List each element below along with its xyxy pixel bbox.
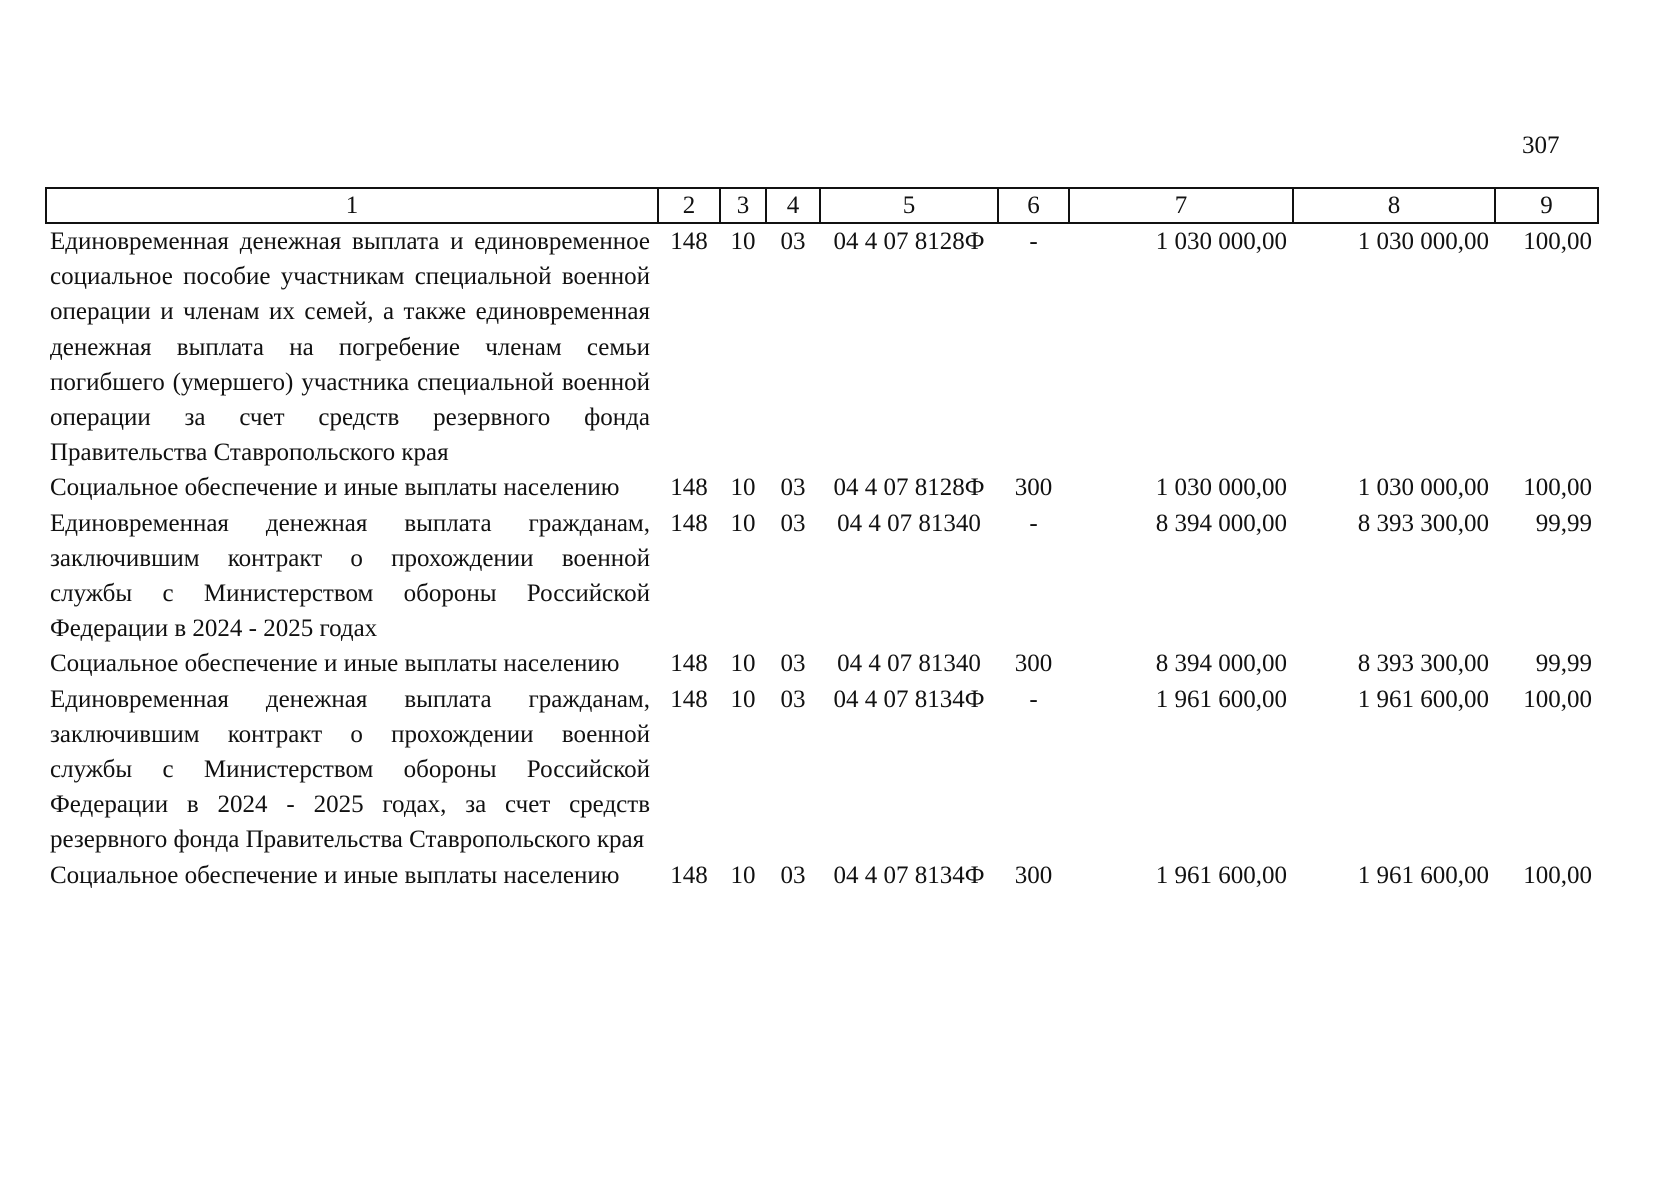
column-header: 2 (658, 188, 720, 223)
column-header: 3 (720, 188, 766, 223)
row-name: Единовременная денежная выплата гражданам, заключившим контракт о прохождении военной службы с Министерством обороны Российской Федерации в 2024 - 2025 годах, за счет средств резервного фонда Правительства Ставропольского края (50, 685, 650, 854)
cell-target-article: 04 4 07 8128Ф (833, 474, 985, 502)
column-header: 8 (1293, 188, 1495, 223)
budget-table (45, 187, 1599, 893)
cell-ministry-code: 148 (670, 474, 708, 502)
cell-section: 10 (730, 474, 756, 502)
cell-executed-amount: 1 961 600,00 (1357, 861, 1489, 889)
cell-target-article: 04 4 07 8134Ф (833, 685, 985, 713)
cell-subsection: 03 (780, 650, 806, 678)
cell-ministry-code: 148 (670, 685, 708, 713)
cell-planned-amount: 1 030 000,00 (1155, 474, 1287, 502)
cell-execution-percent: 99,99 (1535, 509, 1592, 537)
cell-execution-percent: 100,00 (1523, 861, 1592, 889)
cell-target-article: 04 4 07 8128Ф (833, 228, 985, 255)
cell-planned-amount: 8 394 000,00 (1155, 509, 1287, 537)
table-row (46, 858, 1598, 893)
cell-planned-amount: 1 961 600,00 (1155, 861, 1287, 889)
cell-section: 10 (730, 861, 756, 889)
cell-ministry-code: 148 (670, 861, 708, 889)
cell-execution-percent: 99,99 (1535, 650, 1592, 678)
cell-ministry-code: 148 (670, 650, 708, 678)
cell-expense-type: - (1029, 228, 1038, 255)
cell-executed-amount: 8 393 300,00 (1357, 650, 1489, 678)
table-row (46, 223, 1598, 470)
cell-executed-amount: 8 393 300,00 (1357, 509, 1489, 537)
row-name: Социальное обеспечение и иные выплаты населению (50, 650, 620, 678)
cell-expense-type: 300 (1014, 474, 1053, 502)
column-header: 6 (998, 188, 1069, 223)
cell-section: 10 (730, 650, 756, 678)
cell-execution-percent: 100,00 (1523, 685, 1592, 713)
cell-planned-amount: 1 961 600,00 (1155, 685, 1287, 713)
column-header: 9 (1495, 188, 1598, 223)
header-row (46, 188, 1598, 223)
cell-target-article: 04 4 07 8134Ф (833, 861, 985, 889)
cell-subsection: 03 (780, 861, 806, 889)
cell-execution-percent: 100,00 (1523, 474, 1592, 502)
column-header: 4 (766, 188, 820, 223)
cell-section: 10 (730, 509, 756, 537)
cell-expense-type: - (1029, 685, 1038, 713)
column-header: 7 (1069, 188, 1293, 223)
cell-target-article: 04 4 07 81340 (837, 509, 981, 537)
cell-subsection: 03 (780, 509, 806, 537)
cell-subsection: 03 (780, 228, 806, 255)
table-row (46, 682, 1598, 858)
table-row (46, 646, 1598, 681)
column-header: 5 (820, 188, 998, 223)
page-number: 307 (1522, 132, 1560, 159)
row-name: Единовременная денежная выплата и единовременное социальное пособие участникам специальной военной операции и членам их семей, а также единовременная денежная выплата на погребение членам семьи погибшего (умершего) участника специальной военной операции за счет средств резервного фонда Правительства Ставропольского края (50, 228, 650, 467)
cell-ministry-code: 148 (670, 228, 708, 255)
cell-subsection: 03 (780, 685, 806, 713)
cell-executed-amount: 1 030 000,00 (1357, 228, 1489, 255)
row-name: Единовременная денежная выплата гражданам, заключившим контракт о прохождении военной службы с Министерством обороны Российской Федерации в 2024 - 2025 годах (50, 509, 650, 643)
cell-subsection: 03 (780, 474, 806, 502)
row-name: Социальное обеспечение и иные выплаты населению (50, 474, 620, 502)
table-row (46, 506, 1598, 647)
cell-section: 10 (730, 228, 756, 255)
cell-target-article: 04 4 07 81340 (837, 650, 981, 678)
cell-section: 10 (730, 685, 756, 713)
cell-executed-amount: 1 030 000,00 (1357, 474, 1489, 502)
cell-expense-type: 300 (1014, 650, 1053, 678)
row-name: Социальное обеспечение и иные выплаты населению (50, 861, 620, 889)
column-header: 1 (46, 188, 658, 223)
cell-planned-amount: 1 030 000,00 (1155, 228, 1287, 255)
cell-ministry-code: 148 (670, 509, 708, 537)
cell-expense-type: - (1029, 509, 1038, 537)
cell-planned-amount: 8 394 000,00 (1155, 650, 1287, 678)
table-row (46, 470, 1598, 505)
cell-execution-percent: 100,00 (1523, 228, 1592, 255)
cell-expense-type: 300 (1014, 861, 1053, 889)
cell-executed-amount: 1 961 600,00 (1357, 685, 1489, 713)
